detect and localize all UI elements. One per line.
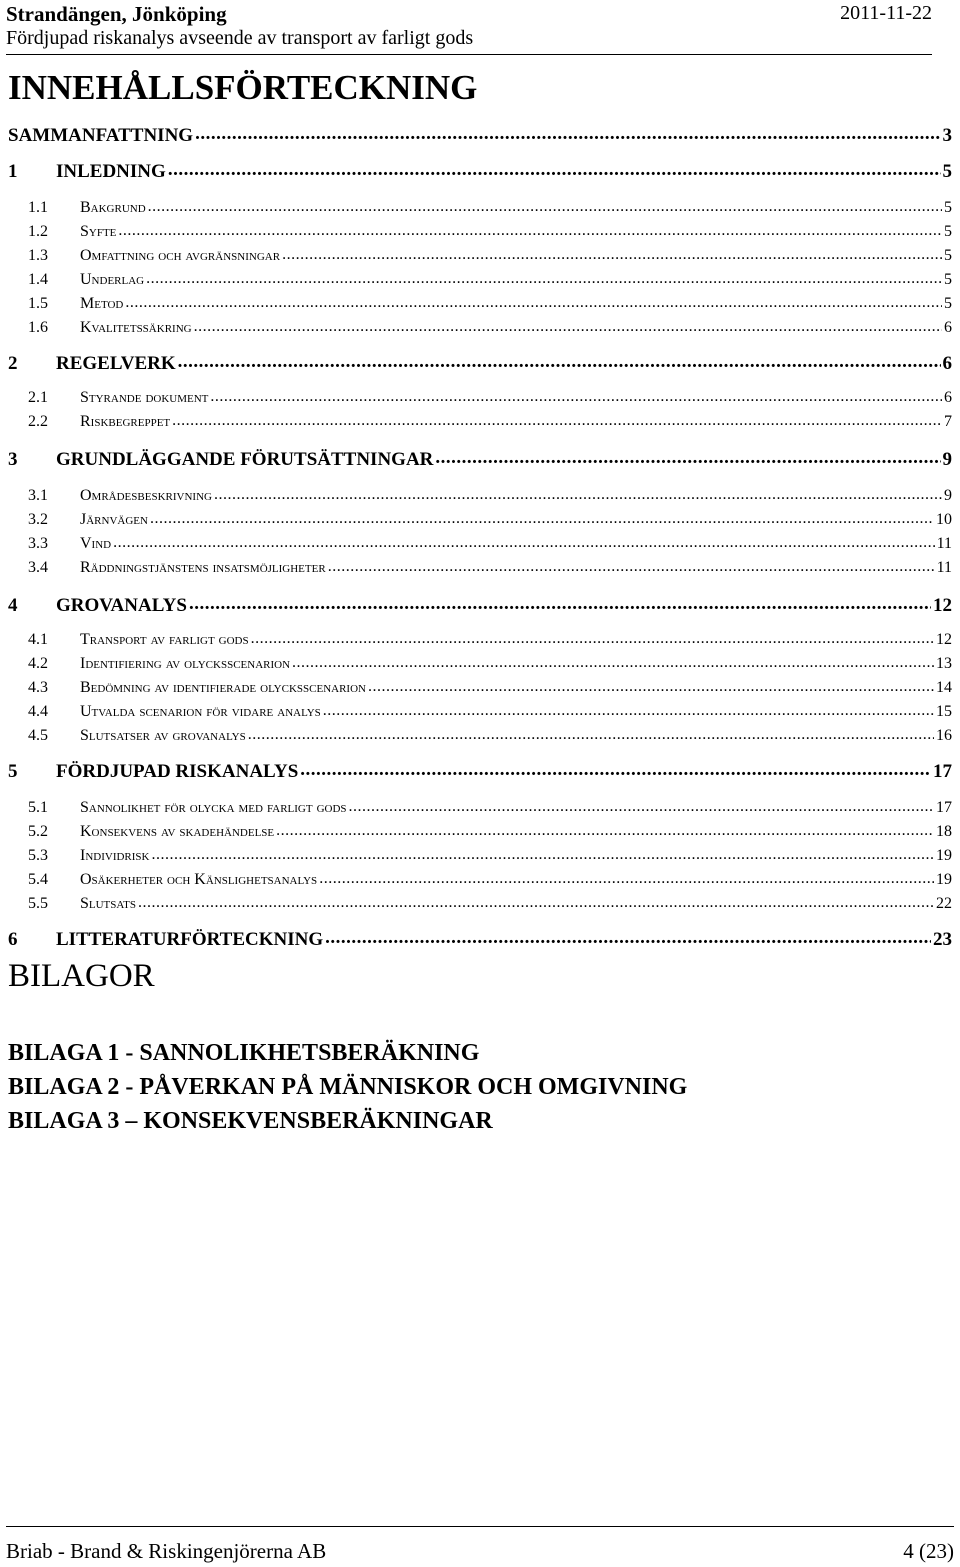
toc-entry-page: 7 — [944, 413, 952, 430]
toc-entry[interactable] — [8, 868, 952, 890]
toc-dot-leader — [150, 508, 934, 524]
toc-entry[interactable] — [8, 220, 952, 242]
toc-entry[interactable] — [8, 316, 952, 338]
page-footer — [6, 1526, 954, 1567]
toc-entry[interactable] — [8, 532, 952, 554]
toc-entry-text: REGELVERK — [56, 353, 176, 374]
toc-entry[interactable] — [8, 158, 952, 180]
toc-entry[interactable] — [8, 508, 952, 530]
toc-entry-number: 3 — [8, 449, 18, 470]
toc-entry-number: 2.2 — [28, 413, 48, 430]
toc-entry-page: 5 — [944, 271, 952, 288]
toc-entry-number: 5 — [8, 761, 18, 782]
toc-entry-number: 4.4 — [28, 703, 48, 720]
toc-entry-page: 11 — [936, 559, 952, 576]
toc-entry-number: 3.3 — [28, 535, 48, 552]
toc-entry-text: Metod — [80, 295, 124, 312]
bilaga-item-2[interactable]: BILAGA 2 - PÅVERKAN PÅ MÄNNISKOR OCH OMGIVNING — [8, 1074, 688, 1100]
toc-entry[interactable] — [8, 844, 952, 866]
toc-entry-number: 4.1 — [28, 631, 48, 648]
toc-dot-leader — [319, 868, 934, 884]
toc-entry-page: 9 — [944, 487, 952, 504]
toc-entry-page: 16 — [936, 727, 952, 744]
toc-dot-leader — [148, 196, 942, 212]
toc-entry-number: 5.4 — [28, 871, 48, 888]
toc-entry-number: 5.5 — [28, 895, 48, 912]
toc-dot-leader — [368, 676, 934, 692]
toc-entry[interactable] — [8, 350, 952, 372]
toc-dot-leader — [118, 220, 942, 236]
toc-entry-page: 6 — [944, 389, 952, 406]
toc-entry[interactable] — [8, 700, 952, 722]
toc-entry-page: 22 — [936, 895, 952, 912]
toc-entry[interactable] — [8, 758, 952, 780]
toc-dot-leader — [251, 628, 934, 644]
toc-entry[interactable] — [8, 556, 952, 578]
toc-dot-leader — [300, 758, 931, 777]
toc-entry[interactable] — [8, 820, 952, 842]
toc-entry-text: GROVANALYS — [56, 595, 187, 616]
toc-dot-leader — [168, 158, 941, 177]
toc-entry-text: Bedömning av identifierade olycksscenarion — [80, 679, 366, 696]
toc-entry[interactable] — [8, 268, 952, 290]
toc-entry-text: Utvalda scenarion för vidare analys — [80, 703, 321, 720]
toc-dot-leader — [178, 350, 941, 369]
toc-entry-page: 6 — [944, 319, 952, 336]
header-date: 2011-11-22 — [840, 2, 932, 24]
toc-entry-text: Underlag — [80, 271, 145, 288]
toc-entry[interactable] — [8, 926, 952, 948]
bilaga-item-3[interactable]: BILAGA 3 – KONSEKVENSBERÄKNINGAR — [8, 1108, 493, 1134]
toc-entry-text: Järnvägen — [80, 511, 148, 528]
toc-entry-number: 1.6 — [28, 319, 48, 336]
toc-entry-number: 4.5 — [28, 727, 48, 744]
toc-entry[interactable] — [8, 244, 952, 266]
toc-entry-text: Individrisk — [80, 847, 150, 864]
toc-entry-number: 3.1 — [28, 487, 48, 504]
toc-entry-number: 1.4 — [28, 271, 48, 288]
toc-entry-text: Omfattning och avgränsningar — [80, 247, 281, 264]
toc-dot-leader — [138, 892, 934, 908]
toc-entry-page: 3 — [942, 125, 952, 146]
toc-entry-page: 15 — [936, 703, 952, 720]
bilaga-item-1[interactable]: BILAGA 1 - SANNOLIKHETSBERÄKNING — [8, 1040, 480, 1066]
toc-dot-leader — [210, 386, 942, 402]
toc-entry-page: 5 — [944, 223, 952, 240]
toc-entry-text: Räddningstjänstens insatsmöjligheter — [80, 559, 326, 576]
toc-entry-page: 6 — [942, 353, 952, 374]
toc-entry-number: 4.3 — [28, 679, 48, 696]
toc-dot-leader — [435, 446, 940, 465]
toc-entry[interactable] — [8, 892, 952, 914]
toc-entry-page: 12 — [936, 631, 952, 648]
toc-entry[interactable] — [8, 196, 952, 218]
footer-company: Briab - Brand & Riskingenjörerna AB — [6, 1539, 327, 1563]
toc-entry-number: 2 — [8, 353, 18, 374]
toc-entry-text: Slutsats — [80, 895, 136, 912]
toc-entry-number: 6 — [8, 929, 18, 950]
toc-entry-text: Transport av farligt gods — [80, 631, 249, 648]
toc-dot-leader — [146, 268, 942, 284]
toc-entry-page: 5 — [944, 247, 952, 264]
toc-entry-text: FÖRDJUPAD RISKANALYS — [56, 761, 299, 782]
toc-dot-leader — [276, 820, 934, 836]
bilagor-title: BILAGOR — [8, 958, 155, 994]
toc-entry[interactable] — [8, 652, 952, 674]
toc-entry-text: Vind — [80, 535, 112, 552]
toc-entry-text: LITTERATURFÖRTECKNING — [56, 929, 324, 950]
toc-entry-text: Konsekvens av skadehändelse — [80, 823, 275, 840]
toc-entry-text: Områdesbeskrivning — [80, 487, 212, 504]
toc-entry[interactable] — [8, 676, 952, 698]
toc-entry-number: 1 — [8, 161, 18, 182]
toc-dot-leader — [248, 724, 934, 740]
toc-entry-number: 1.1 — [28, 199, 48, 216]
toc-title: INNEHÅLLSFÖRTECKNING — [8, 68, 478, 107]
toc-entry-page: 19 — [936, 847, 952, 864]
toc-dot-leader — [194, 316, 942, 332]
toc-entry-page: 9 — [942, 449, 952, 470]
toc-entry-number: 5.1 — [28, 799, 48, 816]
toc-entry[interactable] — [8, 446, 952, 468]
toc-entry-text: Identifiering av olycksscenarion — [80, 655, 291, 672]
toc-entry-number: 4 — [8, 595, 18, 616]
toc-dot-leader — [325, 926, 931, 945]
toc-entry[interactable] — [8, 592, 952, 614]
toc-dot-leader — [328, 556, 935, 572]
header-subtitle: Fördjupad riskanalys avseende av transport av farligt gods — [6, 27, 474, 49]
toc-entry-page: 11 — [936, 535, 952, 552]
toc-entry-number: 1.5 — [28, 295, 48, 312]
toc-dot-leader — [125, 292, 942, 308]
toc-entry-page: 12 — [933, 595, 952, 616]
toc-dot-leader — [282, 244, 942, 260]
toc-entry-text: Osäkerheter och Känslighetsanalys — [80, 871, 318, 888]
toc-dot-leader — [195, 122, 940, 141]
toc-entry-page: 13 — [936, 655, 952, 672]
toc-entry-number: 3.2 — [28, 511, 48, 528]
toc-entry-text: Bakgrund — [80, 199, 146, 216]
toc-dot-leader — [189, 592, 931, 611]
toc-dot-leader — [214, 484, 942, 500]
toc-entry[interactable] — [8, 484, 952, 506]
toc-entry[interactable] — [8, 292, 952, 314]
toc-entry[interactable] — [8, 796, 952, 818]
toc-entry-page: 17 — [933, 761, 952, 782]
toc-entry-text: Riskbegreppet — [80, 413, 171, 430]
toc-entry-page: 23 — [933, 929, 952, 950]
toc-entry-number: 3.4 — [28, 559, 48, 576]
toc-dot-leader — [172, 410, 942, 426]
toc-entry[interactable] — [8, 122, 952, 144]
toc-dot-leader — [152, 844, 935, 860]
toc-entry-number: 2.1 — [28, 389, 48, 406]
toc-entry-page: 5 — [942, 161, 952, 182]
toc-dot-leader — [323, 700, 934, 716]
toc-entry-number: 1.2 — [28, 223, 48, 240]
toc-entry-page: 19 — [936, 871, 952, 888]
toc-entry-number: 1.3 — [28, 247, 48, 264]
toc-entry-page: 5 — [944, 295, 952, 312]
toc-entry-text: Slutsatser av grovanalys — [80, 727, 246, 744]
toc-entry-text: GRUNDLÄGGANDE FÖRUTSÄTTNINGAR — [56, 449, 434, 470]
toc-entry-text: Syfte — [80, 223, 117, 240]
toc-entry-number: 5.3 — [28, 847, 48, 864]
toc-entry-page: 14 — [936, 679, 952, 696]
toc-entry-page: 18 — [936, 823, 952, 840]
toc-dot-leader — [292, 652, 934, 668]
toc-entry-text: INLEDNING — [56, 161, 166, 182]
toc-entry-text: Styrande dokument — [80, 389, 209, 406]
toc-entry[interactable] — [8, 386, 952, 408]
toc-entry-text: SAMMANFATTNING — [8, 125, 194, 146]
toc-dot-leader — [113, 532, 934, 548]
toc-entry-text: Sannolikhet för olycka med farligt gods — [80, 799, 347, 816]
toc-dot-leader — [349, 796, 934, 812]
toc-entry-page: 17 — [936, 799, 952, 816]
toc-entry[interactable] — [8, 410, 952, 432]
toc-entry-text: Kvalitetssäkring — [80, 319, 192, 336]
page-header — [6, 0, 932, 55]
toc-entry[interactable] — [8, 628, 952, 650]
toc-entry-number: 5.2 — [28, 823, 48, 840]
toc-entry-page: 5 — [944, 199, 952, 216]
footer-page-number: 4 (23) — [903, 1539, 954, 1563]
toc-entry-number: 4.2 — [28, 655, 48, 672]
toc-entry-page: 10 — [936, 511, 952, 528]
toc-entry[interactable] — [8, 724, 952, 746]
header-title: Strandängen, Jönköping — [6, 2, 227, 26]
